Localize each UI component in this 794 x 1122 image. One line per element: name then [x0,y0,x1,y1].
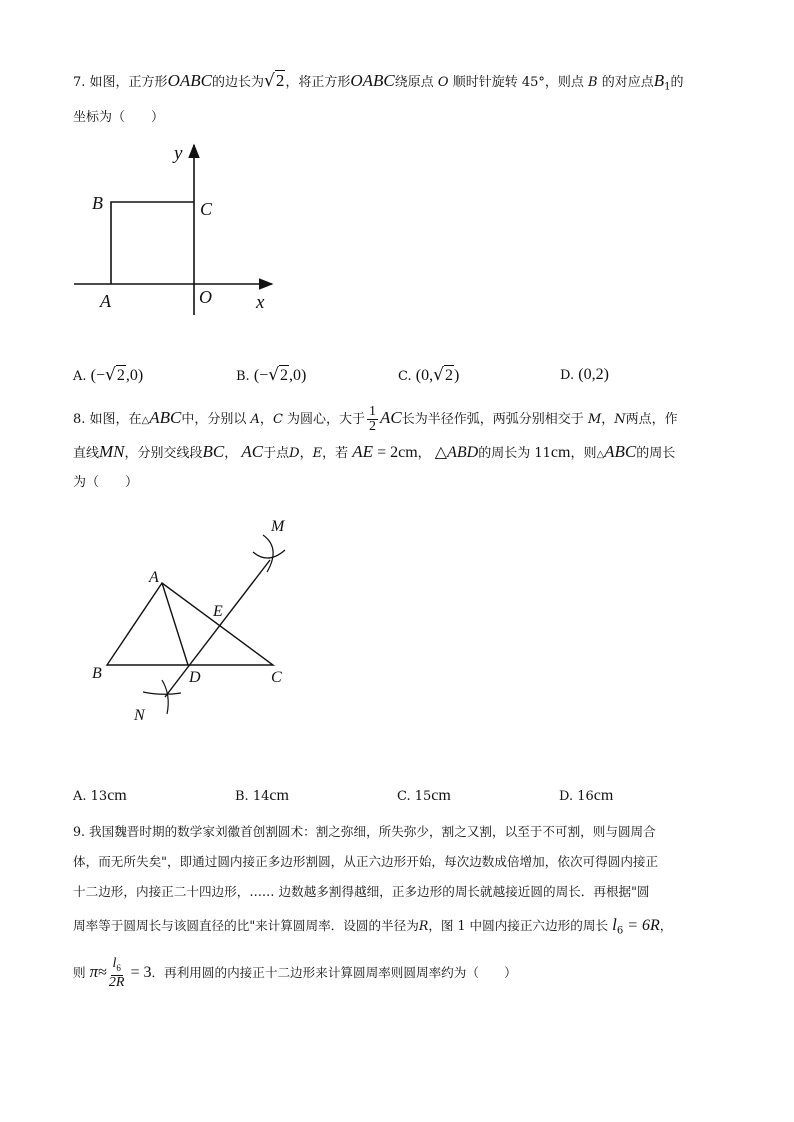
q9-line1: 9. 我国魏晋时期的数学家刘徽首创割圆术：割之弥细，所失弥少，割之又割，以至于不可割，则与圆周合 [73,824,656,839]
q8-line1: 8. 如图，在△ABC中，分别以 A，C 为圆心，大于 $\frac{1}{2}$ AC长为半径作弧，两弧分别相交于 M，N两点，作 [73,404,678,434]
label-D: D [189,669,201,686]
arc-bottom-1 [143,692,181,694]
q7-figure [60,135,290,320]
fraction-l6-over-2R: $\frac{l_6}{2R}$ [108,956,125,990]
label-C: C [200,199,213,219]
label-y: y [174,143,183,164]
label-A: A [100,291,111,311]
label-C: C [271,669,282,686]
line-MN [165,560,270,697]
q7-option-c[interactable]: C. (0,√2) [398,365,460,385]
q7-line2: 坐标为（ ） [73,110,165,125]
q9-line4: 周率等于圆周长与该圆直径的比"来计算圆周率．设圆的半径为R，图 1 中圆内接正六边形的周长 $l_6 = 6R$， [73,915,673,937]
q8-figure [85,510,315,730]
label-M: M [271,518,285,535]
label-A: A [149,569,159,586]
label-B: B [92,665,102,682]
q8-option-a[interactable]: A. 13cm [73,787,127,804]
q9-line2: 体，而无所失矣"，即通过圆内接正多边形割圆，从正六边形开始，每次边数成倍增加，依次可得圆内接正 [73,854,659,869]
label-N: N [134,707,145,724]
label-B: B [92,193,103,213]
q7-option-d[interactable]: D. (0,2) [560,366,609,383]
label-O: O [199,287,212,307]
q8-option-c[interactable]: C. 15cm [397,787,451,804]
fraction-one-half: $\frac{1}{2}$ [369,404,377,434]
q7-line1: 7. 如图，正方形OABC的边长为√2，将正方形OABC绕原点 O 顺时针旋转 45°，则点 B 的对应点$B_1$的 [73,71,684,93]
q7-option-b[interactable]: B. (−√2,0) [236,365,307,385]
q8-option-d[interactable]: D. 16cm [559,787,614,804]
q8-option-b[interactable]: B. 14cm [235,787,289,804]
square-oabc [111,202,194,284]
label-E: E [213,603,223,620]
q7-option-a[interactable]: A. (−√2,0) [73,365,144,385]
triangle-ABC [107,583,273,665]
arc-top-1 [253,550,285,558]
q8-number: 8. [73,412,86,427]
q8-line3: 为（ ） [73,475,139,490]
sqrt-symbol: √ [263,71,275,91]
label-x: x [256,292,265,313]
q9-line3: 十二边形，内接正二十四边形，…… 边数越多割得越细，正多边形的周长就越接近圆的周长．再根据"圆 [73,884,650,899]
q9-line5: 则 π≈ $\frac{l_6}{2R}$ = 3．再利用圆的内接正十二边形来计算圆周率则圆周率约为（ ） [73,956,517,990]
q7-number: 7. [73,75,86,90]
segment-AD [162,583,188,665]
q8-line2: 直线MN，分别交线段BC， AC于点D，E，若 AE = 2cm， △ABD的周长为 11cm，则△ABC的周长 [73,442,676,461]
